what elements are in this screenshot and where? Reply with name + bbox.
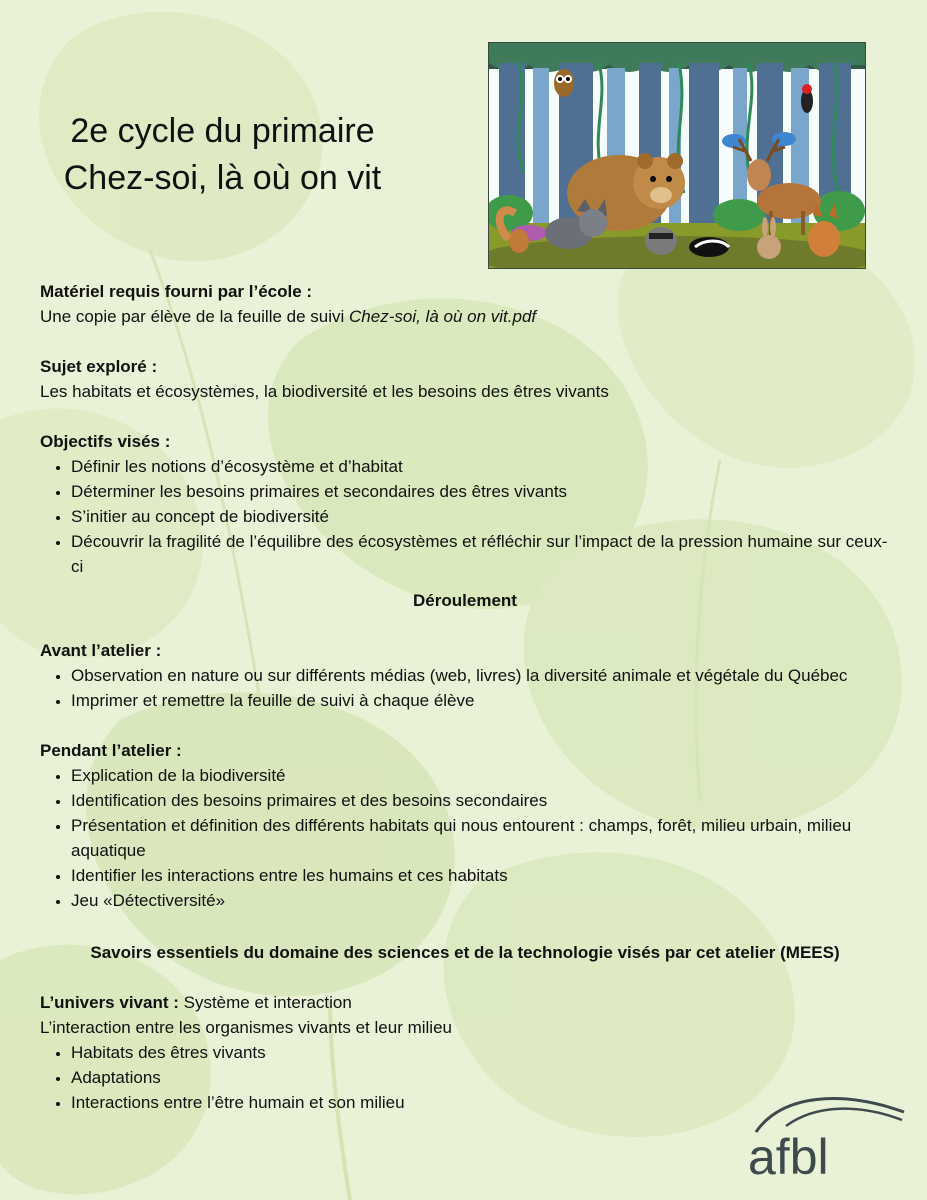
list-item: • Définir les notions d’écosystème et d’habitat [71, 454, 890, 479]
forest-animals-illustration [488, 42, 866, 269]
univers-line [40, 990, 890, 1015]
list-item: • S’initier au concept de biodiversité [71, 504, 890, 529]
logo-text: afbl [748, 1129, 829, 1181]
sujet-heading: Sujet exploré : [40, 357, 158, 376]
list-item: • Déterminer les besoins primaires et secondaires des êtres vivants [71, 479, 890, 504]
pendant-list [40, 763, 890, 913]
univers-heading-suffix: Système et interaction [178, 993, 352, 1012]
main-content [40, 279, 890, 1115]
list-item: • Jeu «Détectiversité» [71, 888, 890, 913]
list-item: • Imprimer et remettre la feuille de suivi à chaque élève [71, 688, 890, 713]
list-item: • Observation en nature ou sur différents médias (web, livres) la diversité animale et végétale du Québec [71, 663, 890, 688]
univers-heading: L’univers vivant : [40, 993, 179, 1012]
materiel-heading: Matériel requis fourni par l’école : [40, 282, 313, 301]
list-item: • Interactions entre l’être humain et son milieu [71, 1090, 890, 1115]
list-item: • Adaptations [71, 1065, 890, 1090]
list-item: • Habitats des êtres vivants [71, 1040, 890, 1065]
materiel-text [40, 304, 890, 329]
objectifs-list [40, 454, 890, 579]
deroulement-heading: Déroulement [413, 591, 517, 610]
title-line-1: 2e cycle du primaire [70, 112, 375, 150]
univers-subtext: L’interaction entre les organismes vivants et leur milieu [40, 1018, 452, 1037]
avant-heading: Avant l’atelier : [40, 641, 162, 660]
afbl-logo [742, 1086, 912, 1181]
title-line-2: Chez-soi, là où on vit [63, 159, 382, 197]
sujet-text: Les habitats et écosystèmes, la biodiversité et les besoins des êtres vivants [40, 382, 609, 401]
list-item: • Présentation et définition des différents habitats qui nous entourent : champs, forêt, milieu urbain, milieu aquatique [71, 813, 890, 863]
savoirs-heading: Savoirs essentiels du domaine des sciences et de la technologie visés par cet atelier (MEES) [90, 943, 840, 962]
list-item: • Explication de la biodiversité [71, 763, 890, 788]
objectifs-heading: Objectifs visés : [40, 432, 171, 451]
pendant-heading: Pendant l’atelier : [40, 741, 182, 760]
page-title [30, 108, 415, 202]
materiel-text-prefix: Une copie par élève de la feuille de suivi [40, 307, 350, 326]
materiel-file-name: Chez-soi, là où on vit.pdf [349, 307, 537, 326]
avant-list [40, 663, 890, 713]
list-item: • Identifier les interactions entre les humains et ces habitats [71, 863, 890, 888]
list-item: • Identification des besoins primaires et des besoins secondaires [71, 788, 890, 813]
list-item: • Découvrir la fragilité de l’équilibre des écosystèmes et réfléchir sur l’impact de la pression humaine sur ceux-ci [71, 529, 890, 579]
